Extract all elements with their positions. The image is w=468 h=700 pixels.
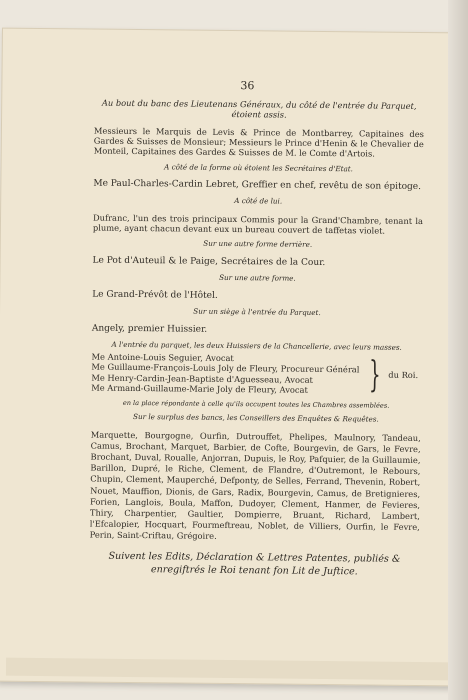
paragraph-pot: Le Pot d'Auteuil & le Paige, Secrétaires de la Cour. bbox=[92, 255, 326, 269]
paragraph-dufranc: Dufranc, l'un des trois principaux Commis pour la Grand'Chambre, tenant la plume, ayant chacun devant eux un bureau couvert de taffetas violet. bbox=[92, 212, 424, 236]
avocat-aguesseau: Me Henry-Cardin-Jean-Baptiste d'Aguesseau, Avocat bbox=[91, 372, 313, 385]
avocat-armand: Me Armand-Guillaume-Marie Joly de Fleury, Avocat bbox=[91, 382, 308, 395]
heading-lieutenans: Au bout du banc des Lieutenans Généraux, du côté de l'entrée du Parquet, étoient assis. bbox=[101, 97, 417, 120]
paragraph-capitaines: Messieurs le Marquis de Levis & Prince de Montbarrey, Capitaines des Gardes & Suisses de Monsieur; Messieurs le Prince d'Henin & le Chevalier de Monteil, Capitaines des Gardes & Suisses de M. le Comte d'Artois. bbox=[93, 125, 424, 159]
paragraph-lebret: Me Paul-Charles-Cardin Lebret, Greffier en chef, revêtu de son épitoge. bbox=[93, 178, 422, 193]
page-content bbox=[89, 80, 424, 580]
paragraph-prevot: Le Grand-Prévôt de l'Hôtel. bbox=[92, 289, 218, 301]
book-page bbox=[0, 28, 458, 687]
avocats-du-roi bbox=[91, 352, 421, 396]
closing-statement: Suivent les Edits, Déclaration & Lettres Patentes, publiés & enregiftrés le Roi tenant fon Lit de Juftice. bbox=[108, 551, 401, 578]
heading-place: en la place répondante à celle qu'ils occupent toutes les Chambres assemblées. bbox=[122, 398, 390, 410]
paragraph-conseillers: Marquette, Bourgogne, Ourfin, Dutrouffet, Phelipes, Maulnory, Tandeau, Camus, Brochant, Marquet, Barbier, de Cofte, Bourgevin, de Gars, le Fevre, Brochant, Duval, Roualle, Anjorran, Dupuis, le Roy, Pafquier, de la Guillaumie, Barillon, Dupré, le Riche, Clement, de Flandre, d'Outremont, le Rebours, Chupin, Clement, Mauperché, Defponty, de Selles, Ferrand, Thevenin, Robert, Nouet, Mauffion, Dionis, de Gars, Radix, Bourgevin, Camus, de Bretignieres, Forien, Langlois, Boula, Maffon, Dudoyer, Clement, Hanmer, de Fevieres, Thiry, Charpentier, Gaultier, Dompierre, Bruant, Richard, Lambert, l'Efcalopier, Hocquart, Fourmeftreau, Noblet, de Villiers, Ourfin, le Fevre, Perin, Saint-Criftau, Grégoire. bbox=[89, 429, 421, 542]
page-number: 36 bbox=[240, 79, 255, 93]
heading-surplus: Sur le surplus des bancs, les Conseillers des Enquêtes & Requêtes. bbox=[133, 411, 379, 424]
heading-secretaires: A côté de la forme où étoient les Secrétaires d'Etat. bbox=[164, 161, 354, 173]
avocats-list bbox=[91, 352, 361, 395]
avocat-seguier: Me Antoine-Louis Seguier, Avocat bbox=[91, 351, 234, 364]
heading-a-cote: A côté de lui. bbox=[234, 196, 283, 206]
brace-icon: } bbox=[368, 354, 381, 396]
heading-autre-forme: Sur une autre forme. bbox=[219, 272, 296, 283]
paragraph-angely: Angely, premier Huissier. bbox=[91, 323, 208, 335]
heading-derriere: Sur une autre forme derrière. bbox=[203, 239, 313, 250]
procureur-joly: Me Guillaume-François-Louis Joly de Fleury, Procureur Général bbox=[91, 362, 360, 375]
background-edge bbox=[448, 0, 468, 700]
heading-siege: Sur un siège à l'entrée du Parquet. bbox=[193, 306, 321, 317]
du-roi-label: du Roi. bbox=[388, 370, 419, 381]
heading-parquet: A l'entrée du parquet, les deux Huissiers de la Chancellerie, avec leurs masses. bbox=[111, 339, 402, 352]
